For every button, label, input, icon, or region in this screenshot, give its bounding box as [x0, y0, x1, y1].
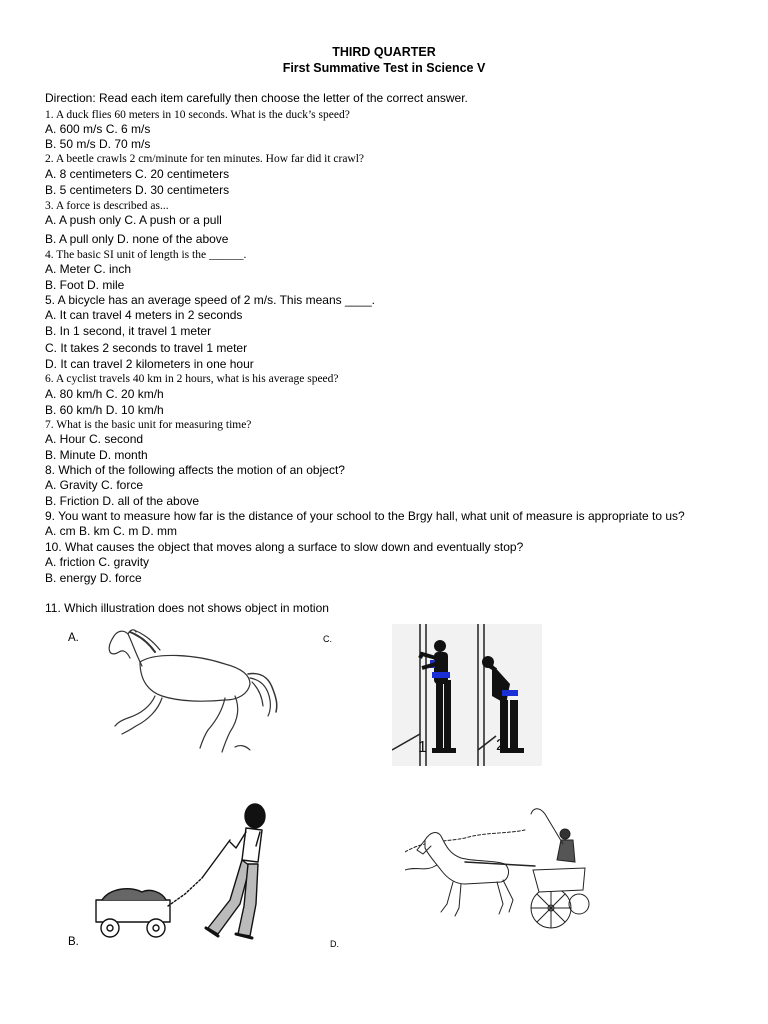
q5-choice-d: D. It can travel 2 kilometers in one hour	[45, 357, 254, 371]
q9-choices: A. cm B. km C. m D. mm	[45, 524, 177, 538]
q8-choices-a: A. Gravity C. force	[45, 478, 144, 492]
illustration-d-label: D.	[330, 939, 339, 949]
question-5: 5. A bicycle has an average speed of 2 m/s. This means ____.	[45, 293, 375, 307]
q1-choices-a: A. 600 m/s C. 6 m/s	[45, 122, 151, 136]
header-quarter: THIRD QUARTER	[332, 45, 436, 59]
illustration-a-label: A.	[68, 632, 79, 644]
q6-choices-a: A. 80 km/h C. 20 km/h	[45, 387, 164, 401]
question-3: 3. A force is described as...	[45, 200, 169, 212]
question-8: 8. Which of the following affects the motion of an object?	[45, 463, 345, 477]
question-4: 4. The basic SI unit of length is the ______.	[45, 249, 247, 261]
q3-choices-b: B. A pull only D. none of the above	[45, 232, 229, 246]
header-test-title: First Summative Test in Science V	[282, 61, 486, 75]
q1-choices-b: B. 50 m/s D. 70 m/s	[45, 137, 151, 151]
q2-choices-b: B. 5 centimeters D. 30 centimeters	[45, 183, 230, 197]
question-11: 11. Which illustration does not shows object in motion	[45, 601, 329, 615]
q5-choice-a: A. It can travel 4 meters in 2 seconds	[45, 308, 243, 322]
q6-choices-b: B. 60 km/h D. 10 km/h	[45, 403, 164, 417]
q5-choice-c: C. It takes 2 seconds to travel 1 meter	[45, 341, 248, 355]
figure-number-1: 1	[418, 739, 427, 756]
q5-choice-b: B. In 1 second, it travel 1 meter	[45, 324, 212, 338]
illustration-b-label: B.	[68, 936, 79, 948]
q3-choices-a: A. A push only C. A push or a pull	[45, 213, 222, 227]
q4-choices-b: B. Foot D. mile	[45, 278, 125, 292]
pushing-wall-illustration	[392, 624, 542, 766]
question-9: 9. You want to measure how far is the distance of your school to the Brgy hall, what unit of measure is appropriate to us?	[45, 509, 685, 523]
q7-choices-b: B. Minute D. month	[45, 448, 148, 462]
q10-choices-b: B. energy D. force	[45, 571, 142, 585]
q7-choices-a: A. Hour C. second	[45, 432, 144, 446]
question-1: 1. A duck flies 60 meters in 10 seconds. What is the duck’s speed?	[45, 109, 350, 121]
question-6: 6. A cyclist travels 40 km in 2 hours, what is his average speed?	[45, 373, 339, 385]
q10-choices-a: A. friction C. gravity	[45, 555, 150, 569]
direction-text: Direction: Read each item carefully then choose the letter of the correct answer.	[45, 91, 468, 105]
illustration-c-label: C.	[323, 634, 332, 644]
figure-number-2: 2	[496, 737, 505, 754]
horse-illustration	[100, 622, 285, 757]
wagon-pulling-illustration	[90, 800, 275, 948]
question-10: 10. What causes the object that moves along a surface to slow down and eventually stop?	[45, 540, 524, 554]
horse-carriage-illustration	[405, 800, 590, 935]
q4-choices-a: A. Meter C. inch	[45, 262, 132, 276]
question-7: 7. What is the basic unit for measuring time?	[45, 419, 252, 431]
q2-choices-a: A. 8 centimeters C. 20 centimeters	[45, 167, 230, 181]
q8-choices-b: B. Friction D. all of the above	[45, 494, 200, 508]
question-2: 2. A beetle crawls 2 cm/minute for ten minutes. How far did it crawl?	[45, 153, 365, 165]
